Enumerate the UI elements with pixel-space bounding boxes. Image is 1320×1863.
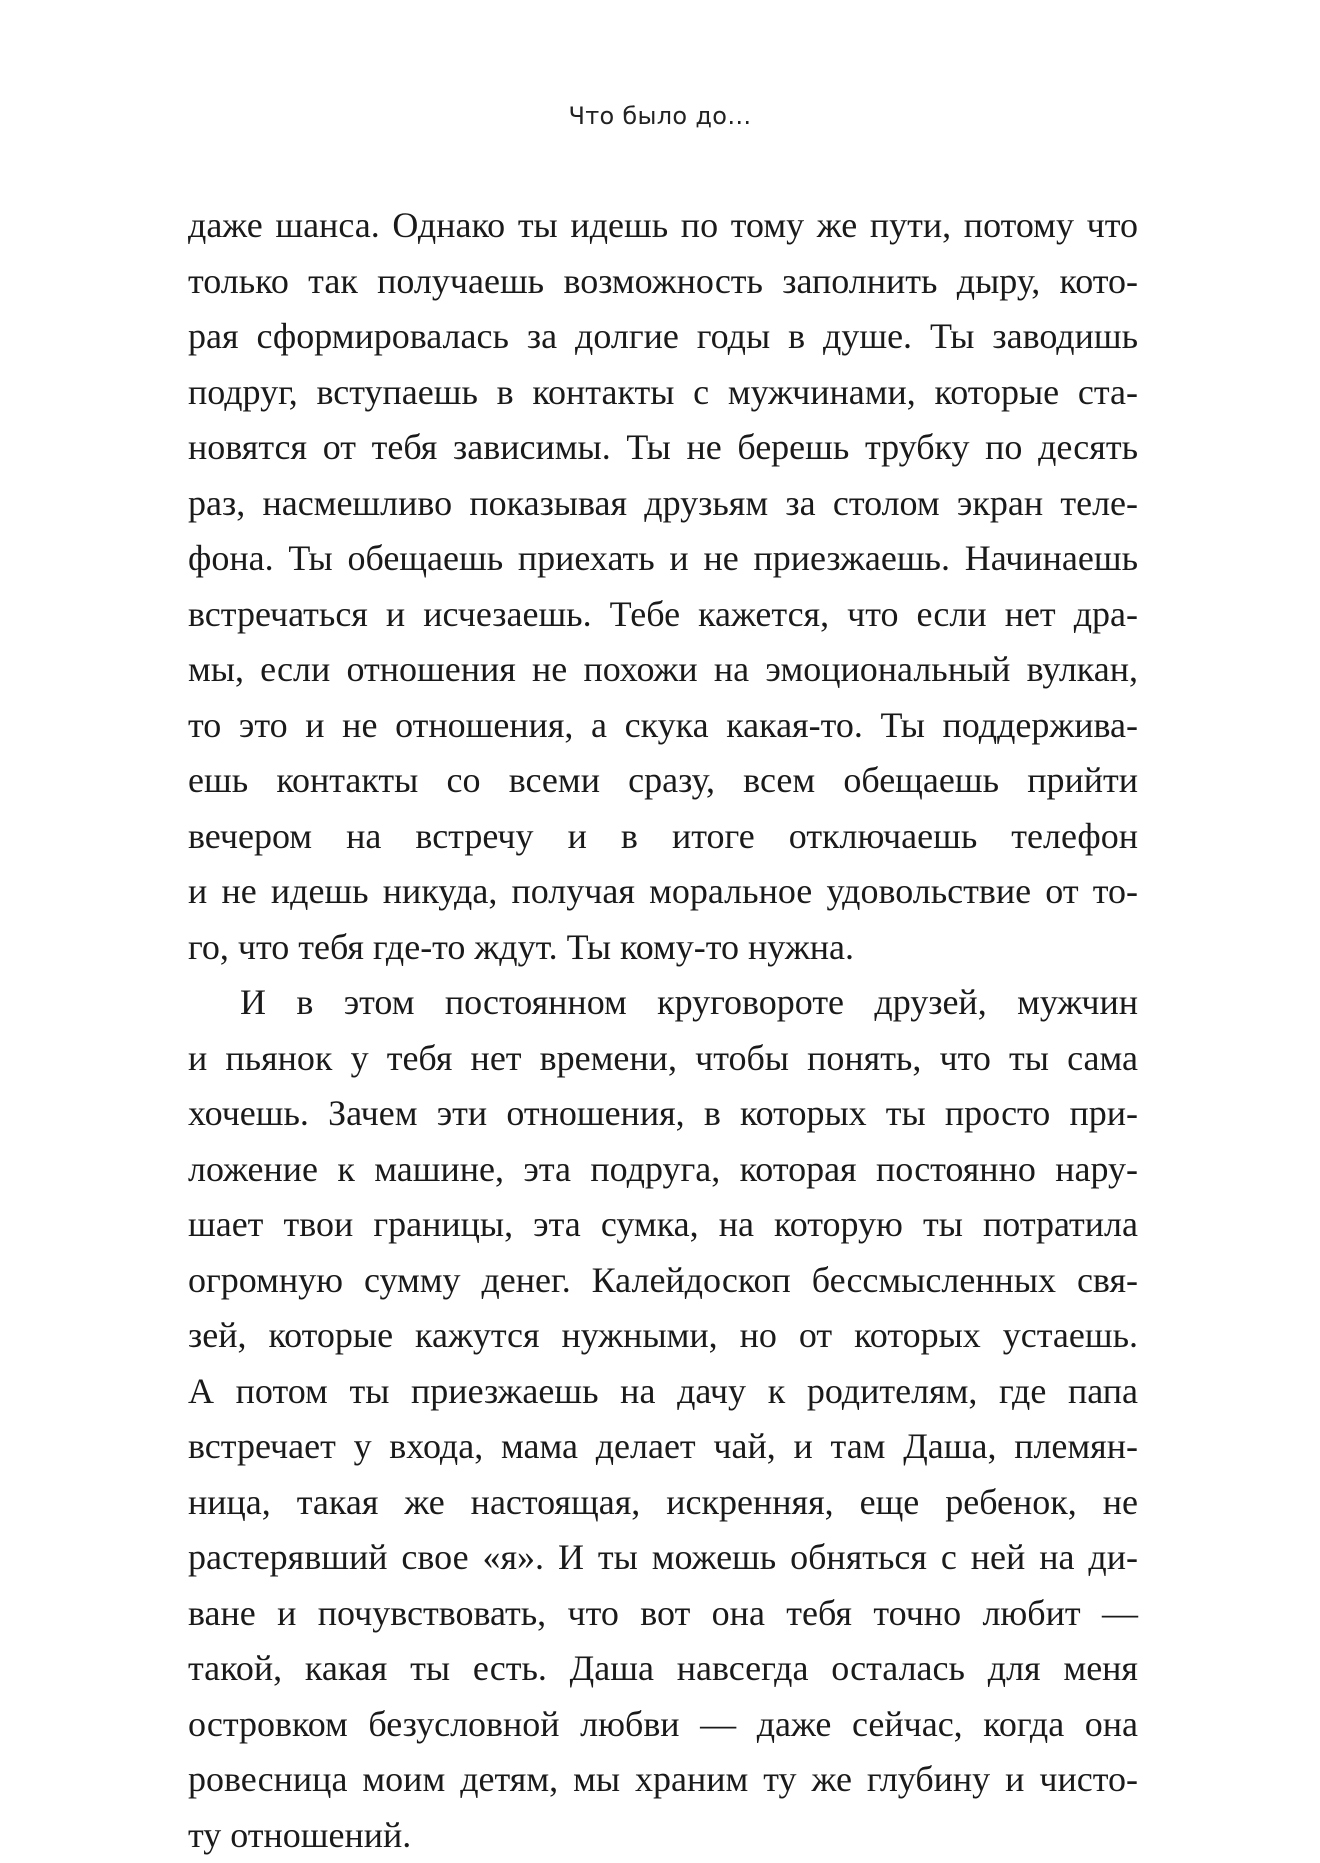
text-line: и не идешь никуда, получая моральное удовольствие от то- <box>188 864 1138 920</box>
text-line: вечером на встречу и в итоге отключаешь телефон <box>188 809 1138 865</box>
text-line: го, что тебя где-то ждут. Ты кому-то нужна. <box>188 920 1138 976</box>
text-line: мы, если отношения не похожи на эмоциональный вулкан, <box>188 642 1138 698</box>
text-line: рая сформировалась за долгие годы в душе. Ты заводишь <box>188 309 1138 365</box>
text-line: подруг, вступаешь в контакты с мужчинами, которые ста- <box>188 365 1138 421</box>
text-line: фона. Ты обещаешь приехать и не приезжаешь. Начинаешь <box>188 531 1138 587</box>
text-line: ница, такая же настоящая, искренняя, еще ребенок, не <box>188 1475 1138 1531</box>
text-line: раз, насмешливо показывая друзьям за столом экран теле- <box>188 476 1138 532</box>
text-line: хочешь. Зачем эти отношения, в которых ты просто при- <box>188 1086 1138 1142</box>
body-text <box>188 198 1138 1863</box>
text-line: то это и не отношения, а скука какая-то. Ты поддержива- <box>188 698 1138 754</box>
text-line: встречает у входа, мама делает чай, и там Даша, племян- <box>188 1419 1138 1475</box>
text-line: ване и почувствовать, что вот она тебя точно любит — <box>188 1586 1138 1642</box>
text-line: ровесница моим детям, мы храним ту же глубину и чисто- <box>188 1752 1138 1808</box>
text-line: даже шанса. Однако ты идешь по тому же пути, потому что <box>188 198 1138 254</box>
text-line: такой, какая ты есть. Даша навсегда осталась для меня <box>188 1641 1138 1697</box>
text-line: ешь контакты со всеми сразу, всем обещаешь прийти <box>188 753 1138 809</box>
text-line: ложение к машине, эта подруга, которая постоянно нару- <box>188 1142 1138 1198</box>
text-line: ту отношений. <box>188 1808 1138 1863</box>
paragraph-start-line: И в этом постоянном круговороте друзей, мужчин <box>188 975 1138 1031</box>
text-line: встречаться и исчезаешь. Тебе кажется, что если нет дра- <box>188 587 1138 643</box>
text-line: только так получаешь возможность заполнить дыру, кото- <box>188 254 1138 310</box>
text-line: шает твои границы, эта сумка, на которую ты потратила <box>188 1197 1138 1253</box>
text-line: А потом ты приезжаешь на дачу к родителям, где папа <box>188 1364 1138 1420</box>
running-header: Что было до… <box>0 102 1320 130</box>
text-line: новятся от тебя зависимы. Ты не берешь трубку по десять <box>188 420 1138 476</box>
text-line: растерявший свое «я». И ты можешь обняться с ней на ди- <box>188 1530 1138 1586</box>
text-line: зей, которые кажутся нужными, но от которых устаешь. <box>188 1308 1138 1364</box>
text-line: и пьянок у тебя нет времени, чтобы понять, что ты сама <box>188 1031 1138 1087</box>
text-line: островком безусловной любви — даже сейчас, когда она <box>188 1697 1138 1753</box>
text-line: огромную сумму денег. Калейдоскоп бессмысленных свя- <box>188 1253 1138 1309</box>
